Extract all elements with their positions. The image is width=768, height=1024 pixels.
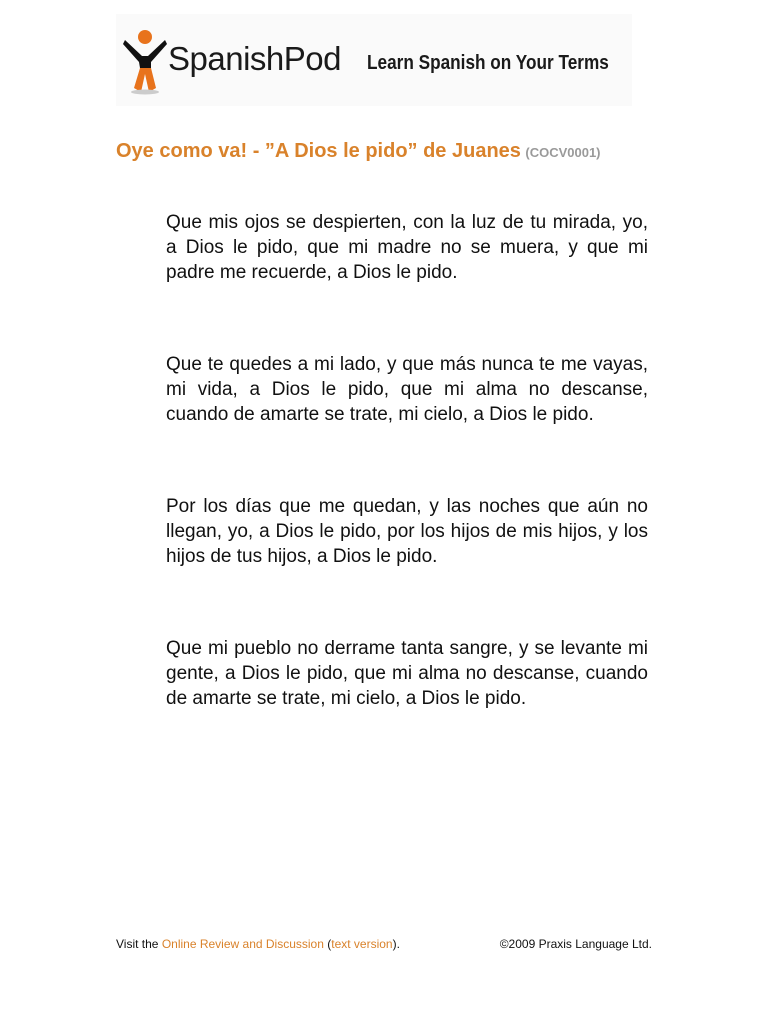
tagline: Learn Spanish on Your Terms — [367, 52, 609, 74]
footer-paren-open: ( — [323, 937, 332, 951]
online-review-link[interactable]: Online Review and Discussion — [161, 937, 324, 951]
footer-visit-line — [116, 937, 400, 951]
copyright-notice: ©2009 Praxis Language Ltd. — [499, 937, 652, 951]
document-title — [116, 140, 601, 163]
verse-4: Que mi pueblo no derrame tanta sangre, y se levante mi gente, a Dios le pido, que mi alma no descanse, cuando de amarte se trate, mi cielo, a Dios le pido. — [166, 638, 648, 709]
brand-name: SpanishPod — [168, 40, 341, 77]
lyrics-body — [166, 210, 648, 711]
footer-visit-prefix: Visit the — [116, 937, 162, 951]
footer-paren-close: ). — [392, 937, 400, 951]
verse-3: Por los días que me quedan, y las noches que aún no llegan, yo, a Dios le pido, por los hijos de mis hijos, y los hijos de tus hijos, a Dios le pido. — [166, 496, 648, 567]
verse-1: Que mis ojos se despierten, con la luz de tu mirada, yo, a Dios le pido, que mi madre no se muera, y que mi padre me recuerde, a Dios le pido. — [166, 212, 648, 283]
verse-2: Que te quedes a mi lado, y que más nunca te me vayas, mi vida, a Dios le pido, que mi alma no descanse, cuando de amarte se trate, mi cielo, a Dios le pido. — [166, 354, 648, 425]
song-title: Oye como va! - ”A Dios le pido” de Juanes — [116, 140, 521, 162]
person-figure-icon — [120, 26, 170, 96]
text-version-link[interactable]: text version — [331, 937, 393, 951]
page-header — [116, 14, 632, 106]
lesson-code: (COCV0001) — [525, 145, 601, 160]
